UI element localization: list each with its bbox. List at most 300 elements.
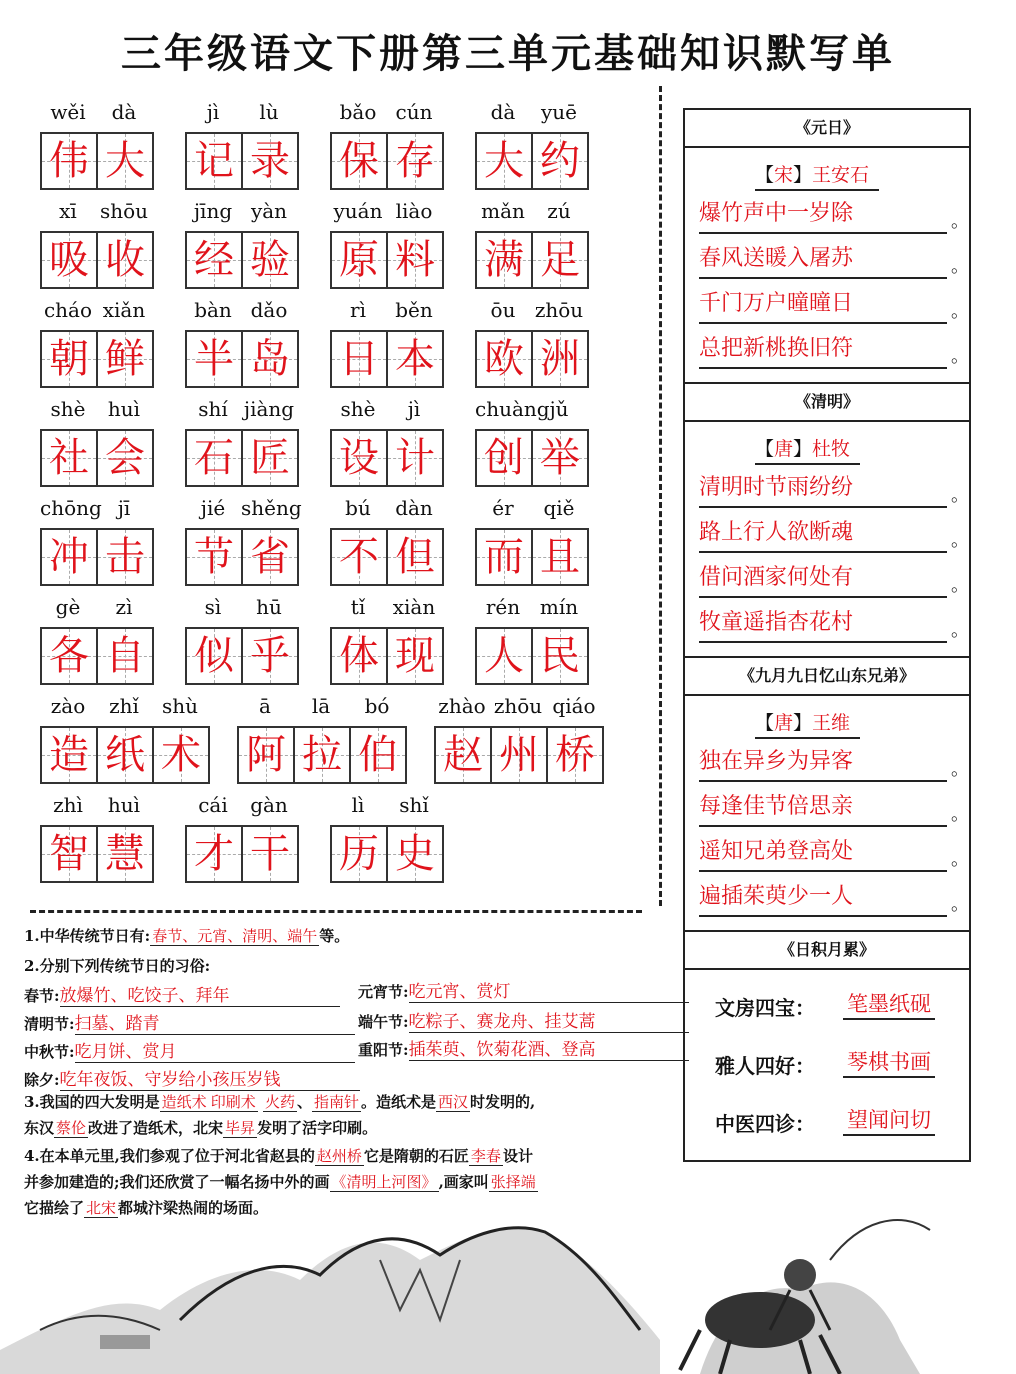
- pinyin-syllable: zì: [115, 595, 133, 619]
- riji-body: [685, 970, 969, 1160]
- pinyin-syllable: wěi: [50, 100, 86, 124]
- q4-answer-1: 赵州桥: [316, 1147, 362, 1165]
- handwritten-character: 吸: [49, 237, 89, 283]
- grid-cell: [388, 134, 442, 188]
- pinyin-syllable: qiě: [543, 496, 575, 520]
- pinyin-syllable: mín: [539, 595, 579, 619]
- pinyin: [330, 496, 444, 524]
- handwritten-character: 体: [339, 633, 379, 679]
- handwritten-character: 满: [484, 237, 524, 283]
- pinyin-syllable: gàn: [250, 793, 288, 817]
- poem-body: [685, 696, 969, 932]
- custom-answer: 吃粽子、赛龙舟、挂艾蒿: [409, 1007, 689, 1033]
- pinyin-syllable: ā: [259, 694, 271, 718]
- handwritten-character: 且: [540, 534, 580, 580]
- pinyin: [40, 694, 210, 722]
- q4-text-b: 它是隋朝的石匠: [363, 1147, 469, 1165]
- grid-cell: [187, 827, 243, 881]
- q4-text-e: ,画家叫: [438, 1173, 489, 1191]
- handwritten-character: 伯: [358, 732, 398, 778]
- q3-text-c: 时发明的,: [470, 1093, 536, 1111]
- question-2: 2.分别下列传统节日的习俗:: [24, 957, 211, 975]
- poem-author-name: 杜牧: [812, 438, 851, 460]
- tianzige-grid: [40, 231, 154, 289]
- handwritten-character: 鲜: [105, 336, 145, 382]
- pinyin: [330, 298, 444, 326]
- page-title: 三年级语文下册第三单元基础知识默写单: [121, 30, 895, 77]
- custom-label: 中秋节:: [24, 1043, 75, 1061]
- pinyin: [185, 199, 299, 227]
- poem-panel: [683, 108, 971, 1162]
- q4-text-g: 都城汴梁热闹的场面。: [118, 1199, 269, 1217]
- tianzige-grid: [475, 429, 589, 487]
- handwritten-character: 设: [339, 435, 379, 481]
- grid-cell: [243, 332, 297, 386]
- pinyin: [40, 298, 154, 326]
- pinyin-syllable: zhōu: [493, 694, 543, 718]
- pinyin: [330, 100, 444, 128]
- handwritten-character: 慧: [105, 831, 145, 877]
- tianzige-grid: [185, 528, 299, 586]
- grid-cell: [477, 629, 533, 683]
- tianzige-grid: [185, 429, 299, 487]
- pinyin-syllable: cháo: [43, 298, 93, 322]
- pinyin: [475, 496, 589, 524]
- tianzige-grid: [475, 627, 589, 685]
- grid-cell: [533, 431, 587, 485]
- pinyin-syllable: shǐ: [399, 793, 429, 817]
- pinyin: [330, 793, 444, 821]
- custom-answer: 吃元宵、赏灯: [409, 977, 689, 1003]
- riji-answer: 望闻问切: [843, 1104, 935, 1136]
- handwritten-character: 自: [105, 633, 145, 679]
- pinyin: [185, 595, 299, 623]
- pinyin-syllable: zào: [50, 694, 86, 718]
- pinyin-syllable: xiàn: [392, 595, 436, 619]
- handwritten-character: 朝: [49, 336, 89, 382]
- pinyin: [475, 199, 589, 227]
- pinyin: [40, 199, 154, 227]
- pinyin: [475, 100, 589, 128]
- pinyin-syllable: ōu: [490, 298, 516, 322]
- poem-line: 路上行人欲断魂 。: [699, 515, 947, 553]
- handwritten-character: 历: [339, 831, 379, 877]
- tianzige-grid: [330, 132, 444, 190]
- grid-cell: [388, 332, 442, 386]
- bracket-open: 【: [755, 438, 775, 460]
- handwritten-character: 而: [484, 534, 524, 580]
- grid-cell: [243, 233, 297, 287]
- pinyin-syllable: zhǐ: [109, 694, 139, 718]
- poem-line: 春风送暖入屠苏 。: [699, 241, 947, 279]
- poem-author-name: 王维: [812, 712, 851, 734]
- q3-text-b: 。造纸术是: [360, 1093, 436, 1111]
- tianzige-grid: [330, 627, 444, 685]
- pinyin: [434, 694, 604, 722]
- grid-cell: [477, 233, 533, 287]
- grid-cell: [477, 332, 533, 386]
- grid-cell: [187, 233, 243, 287]
- pinyin: [330, 595, 444, 623]
- handwritten-character: 人: [484, 633, 524, 679]
- grid-cell: [98, 827, 152, 881]
- grid-cell: [492, 728, 548, 782]
- grid-cell: [154, 728, 208, 782]
- pinyin-syllable: mǎn: [481, 199, 525, 223]
- grid-cell: [243, 827, 297, 881]
- custom-label: 元宵节:: [358, 983, 409, 1001]
- q3-text-d: 东汉: [24, 1119, 55, 1137]
- q3-answer-3: 火药: [264, 1093, 295, 1111]
- grid-cell: [332, 233, 388, 287]
- pinyin: [40, 100, 154, 128]
- handwritten-character: 冲: [49, 534, 89, 580]
- handwritten-character: 现: [395, 633, 435, 679]
- grid-cell: [388, 431, 442, 485]
- grid-cell: [98, 134, 152, 188]
- q4-text-c: 设计: [502, 1147, 533, 1165]
- pinyin-syllable: cái: [198, 793, 228, 817]
- q4-answer-4: 张择端: [490, 1173, 536, 1191]
- pinyin-syllable: shè: [50, 397, 86, 421]
- pinyin-syllable: zhì: [53, 793, 83, 817]
- bracket-open: 【: [755, 712, 775, 734]
- grid-cell: [295, 728, 351, 782]
- grid-cell: [533, 134, 587, 188]
- pinyin-syllable: liào: [395, 199, 433, 223]
- q3-answer-2: 印刷术: [210, 1093, 256, 1111]
- handwritten-character: 石: [194, 435, 234, 481]
- pinyin-syllable: jié: [200, 496, 226, 520]
- grid-cell: [548, 728, 602, 782]
- grid-cell: [42, 629, 98, 683]
- custom-label: 清明节:: [24, 1015, 75, 1033]
- handwritten-character: 日: [339, 336, 379, 382]
- riji-label: 雅人四好：: [715, 1054, 815, 1078]
- question-4-line2: [24, 1171, 538, 1192]
- grid-cell: [533, 629, 587, 683]
- pinyin-syllable: huì: [107, 793, 141, 817]
- grid-cell: [332, 431, 388, 485]
- grid-cell: [332, 134, 388, 188]
- grid-cell: [332, 629, 388, 683]
- handwritten-character: 节: [194, 534, 234, 580]
- pinyin-syllable: zhōu: [534, 298, 584, 322]
- q1-answer: 春节、元宵、清明、端午: [152, 927, 318, 945]
- pinyin: [40, 496, 154, 524]
- question-1: [24, 925, 349, 946]
- handwritten-character: 伟: [49, 138, 89, 184]
- handwritten-character: 经: [194, 237, 234, 283]
- custom-row: [358, 977, 689, 1003]
- handwritten-character: 大: [484, 138, 524, 184]
- riji-label: 文房四宝：: [715, 996, 815, 1020]
- pinyin-syllable: jīng: [193, 199, 233, 223]
- grid-cell: [533, 530, 587, 584]
- tianzige-grid: [434, 726, 604, 784]
- handwritten-character: 举: [540, 435, 580, 481]
- grid-cell: [187, 332, 243, 386]
- handwritten-character: 赵: [443, 732, 483, 778]
- poem-line: 总把新桃换旧符 。: [699, 331, 947, 369]
- question-3-line1: 3.我国的四大发明是 造纸术 印刷术 火药 、 指南针 。造纸术是 西汉 时发明的,: [24, 1093, 536, 1111]
- tianzige-grid: [330, 825, 444, 883]
- grid-cell: [42, 431, 98, 485]
- handwritten-character: 验: [250, 237, 290, 283]
- poem-line: 爆竹声中一岁除 。: [699, 196, 947, 234]
- pinyin-syllable: yàn: [250, 199, 288, 223]
- handwritten-character: 计: [395, 435, 435, 481]
- pinyin: [475, 397, 589, 425]
- pinyin: [237, 694, 407, 722]
- handwritten-character: 州: [499, 732, 539, 778]
- pinyin-syllable: yuē: [540, 100, 577, 124]
- pinyin-syllable: rì: [350, 298, 366, 322]
- handwritten-character: 省: [250, 534, 290, 580]
- grid-cell: [533, 332, 587, 386]
- pinyin-syllable: dǎo: [250, 298, 288, 322]
- pinyin-syllable: tǐ: [350, 595, 366, 619]
- tianzige-grid: [475, 132, 589, 190]
- custom-label: 春节:: [24, 987, 60, 1005]
- custom-answer: 扫墓、踏青: [75, 1009, 355, 1035]
- bracket-close: 】: [793, 712, 813, 734]
- grid-cell: [243, 134, 297, 188]
- handwritten-character: 拉: [302, 732, 342, 778]
- grid-cell: [436, 728, 492, 782]
- grid-cell: [187, 431, 243, 485]
- grid-cell: [98, 728, 154, 782]
- grid-cell: [187, 629, 243, 683]
- pinyin-syllable: hū: [256, 595, 282, 619]
- q3-text-f: 发明了活字印刷。: [257, 1119, 378, 1137]
- q3-answer-5: 西汉: [438, 1093, 469, 1111]
- pinyin-syllable: yuán: [333, 199, 383, 223]
- q3-text-e: 改进了造纸术，北宋: [88, 1119, 224, 1137]
- bracket-close: 】: [793, 164, 813, 186]
- riji-answer: 笔墨纸砚: [843, 988, 935, 1020]
- custom-row: [358, 1035, 689, 1061]
- custom-row: [24, 1037, 355, 1063]
- grid-cell: [243, 431, 297, 485]
- q1-text: 1.中华传统节日有:: [24, 927, 151, 945]
- pinyin-syllable: lì: [351, 793, 365, 817]
- handwritten-character: 不: [339, 534, 379, 580]
- pinyin-syllable: chuàng: [475, 397, 550, 421]
- tianzige-grid: [40, 627, 154, 685]
- custom-label: 重阳节:: [358, 1041, 409, 1059]
- pinyin: [475, 595, 589, 623]
- handwritten-character: 欧: [484, 336, 524, 382]
- q3-answer-7: 毕昇: [225, 1119, 256, 1137]
- grid-cell: [42, 827, 98, 881]
- pinyin-syllable: shěng: [241, 496, 302, 520]
- handwritten-character: 各: [49, 633, 89, 679]
- q3-answer-1: 造纸术: [161, 1093, 207, 1111]
- grid-cell: [98, 332, 152, 386]
- tianzige-grid: [330, 528, 444, 586]
- pinyin-syllable: jì: [407, 397, 421, 421]
- handwritten-character: 收: [105, 237, 145, 283]
- custom-row: [24, 981, 340, 1007]
- pinyin-syllable: sì: [204, 595, 222, 619]
- pinyin-syllable: bàn: [194, 298, 232, 322]
- grid-cell: [243, 629, 297, 683]
- poem-line: 借问酒家何处有 。: [699, 560, 947, 598]
- grid-cell: [388, 233, 442, 287]
- pinyin: [475, 298, 589, 326]
- pinyin-syllable: xiǎn: [102, 298, 146, 322]
- pinyin: [330, 397, 444, 425]
- poem-author: [755, 708, 860, 739]
- pinyin: [185, 793, 299, 821]
- custom-answer: 放爆竹、吃饺子、拜年: [60, 981, 340, 1007]
- pinyin-syllable: dà: [490, 100, 516, 124]
- q4-answer-2: 李春: [470, 1147, 501, 1165]
- poem-line: 千门万户曈曈日 。: [699, 286, 947, 324]
- grid-cell: [332, 827, 388, 881]
- poem-author: [755, 434, 860, 465]
- grid-cell: [239, 728, 295, 782]
- grid-cell: [388, 827, 442, 881]
- handwritten-character: 原: [339, 237, 379, 283]
- poem-line: 遥知兄弟登高处 。: [699, 834, 947, 872]
- pinyin-syllable: běn: [395, 298, 433, 322]
- bracket-open: 【: [755, 164, 775, 186]
- q4-answer-3: 《清明上河图》: [331, 1173, 437, 1191]
- tianzige-grid: [40, 132, 154, 190]
- tianzige-grid: [185, 825, 299, 883]
- q4-text-a: 4.在本单元里,我们参观了位于河北省赵县的: [24, 1147, 315, 1165]
- q3-answer-6: 蔡伦: [56, 1119, 87, 1137]
- handwritten-character: 民: [540, 633, 580, 679]
- tianzige-grid: [185, 627, 299, 685]
- grid-cell: [98, 530, 152, 584]
- pinyin-syllable: dà: [111, 100, 137, 124]
- pinyin-syllable: xī: [59, 199, 77, 223]
- riji-label: 中医四诊：: [715, 1112, 815, 1136]
- handwritten-character: 社: [49, 435, 89, 481]
- q3-answer-4: 指南针: [313, 1093, 359, 1111]
- tianzige-grid: [185, 132, 299, 190]
- pinyin: [40, 793, 154, 821]
- grid-cell: [477, 134, 533, 188]
- custom-label: 端午节:: [358, 1013, 409, 1031]
- handwritten-character: 术: [161, 732, 201, 778]
- pinyin: [40, 397, 154, 425]
- tianzige-grid: [330, 429, 444, 487]
- poem-body: [685, 148, 969, 384]
- pinyin-syllable: ér: [492, 496, 514, 520]
- poem-line: 遍插茱萸少一人 。: [699, 879, 947, 917]
- grid-cell: [477, 530, 533, 584]
- poem-dynasty: 宋: [774, 164, 794, 186]
- pinyin-syllable: lù: [259, 100, 279, 124]
- handwritten-character: 史: [395, 831, 435, 877]
- poem-line: 每逢佳节倍思亲 。: [699, 789, 947, 827]
- pinyin-syllable: chōng: [40, 496, 102, 520]
- tianzige-grid: [40, 825, 154, 883]
- tianzige-grid: [40, 726, 210, 784]
- handwritten-character: 洲: [540, 336, 580, 382]
- custom-answer: 吃月饼、赏月: [75, 1037, 355, 1063]
- pinyin-syllable: shōu: [99, 199, 149, 223]
- q3-text-a: 3.我国的四大发明是: [24, 1093, 160, 1111]
- riji-title: 《日积月累》: [685, 932, 969, 970]
- question-3-line2: [24, 1117, 377, 1138]
- custom-row: [358, 1007, 689, 1033]
- pinyin: [185, 100, 299, 128]
- q4-answer-5: 北宋: [86, 1199, 117, 1217]
- handwritten-character: 才: [194, 831, 234, 877]
- pinyin-syllable: zú: [547, 199, 571, 223]
- pinyin: [185, 298, 299, 326]
- grid-cell: [388, 530, 442, 584]
- grid-cell: [42, 233, 98, 287]
- poem-line: 独在异乡为异客 。: [699, 744, 947, 782]
- tianzige-grid: [185, 231, 299, 289]
- pinyin-syllable: shù: [161, 694, 199, 718]
- handwritten-character: 造: [49, 732, 89, 778]
- handwritten-character: 乎: [250, 633, 290, 679]
- pinyin-syllable: shí: [198, 397, 228, 421]
- pinyin-syllable: jì: [206, 100, 220, 124]
- poem-title: 《九月九日忆山东兄弟》: [685, 658, 969, 696]
- grid-cell: [243, 530, 297, 584]
- grid-cell: [187, 530, 243, 584]
- bracket-close: 】: [793, 438, 813, 460]
- pinyin-syllable: qiáo: [552, 694, 596, 718]
- poem-author-name: 王安石: [812, 164, 870, 186]
- poem-line: 牧童遥指杏花村 。: [699, 605, 947, 643]
- pinyin: [40, 595, 154, 623]
- question-4-line1: [24, 1145, 533, 1166]
- poem-body: [685, 422, 969, 658]
- handwritten-character: 存: [395, 138, 435, 184]
- tianzige-grid: [185, 330, 299, 388]
- q4-text-f: 它描绘了: [24, 1199, 85, 1217]
- custom-answer: 吃年夜饭、守岁给小孩压岁钱: [60, 1065, 360, 1091]
- handwritten-character: 大: [105, 138, 145, 184]
- poem-dynasty: 唐: [774, 712, 794, 734]
- handwritten-character: 创: [484, 435, 524, 481]
- pinyin-syllable: jī: [117, 496, 131, 520]
- handwritten-character: 料: [395, 237, 435, 283]
- pinyin-syllable: jiàng: [243, 397, 295, 421]
- poem-title: 《清明》: [685, 384, 969, 422]
- handwritten-character: 约: [540, 138, 580, 184]
- handwritten-character: 匠: [250, 435, 290, 481]
- grid-cell: [42, 530, 98, 584]
- handwritten-character: 保: [339, 138, 379, 184]
- custom-answer: 插茱萸、饮菊花酒、登高: [409, 1035, 689, 1061]
- tianzige-grid: [237, 726, 407, 784]
- pinyin-syllable: bó: [364, 694, 390, 718]
- pinyin-syllable: jǔ: [549, 397, 569, 421]
- tianzige-grid: [475, 231, 589, 289]
- handwritten-character: 会: [105, 435, 145, 481]
- grid-cell: [332, 332, 388, 386]
- custom-row: [24, 1009, 355, 1035]
- grid-cell: [42, 332, 98, 386]
- poem-title: 《元日》: [685, 110, 969, 148]
- tianzige-grid: [40, 528, 154, 586]
- q1-suffix: 等。: [319, 927, 350, 945]
- poem-author: [755, 160, 879, 191]
- poem-dynasty: 唐: [774, 438, 794, 460]
- custom-label: 除夕:: [24, 1071, 60, 1089]
- pinyin-syllable: bǎo: [339, 100, 377, 124]
